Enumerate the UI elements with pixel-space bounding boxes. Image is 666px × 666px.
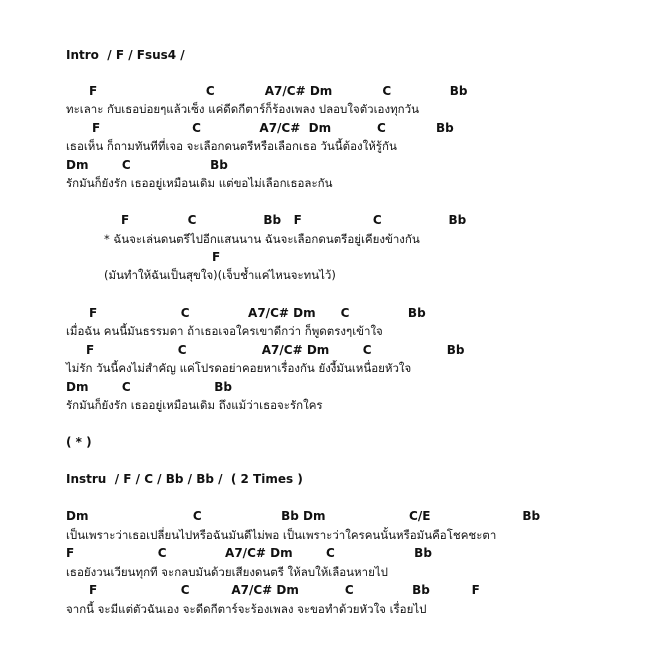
intro-line: Intro / F / Fsus4 / [66, 48, 185, 62]
chorus-chord-line-2: F [212, 250, 221, 264]
verse2-chord-line-3: Dm C Bb [66, 380, 232, 394]
verse1-lyric-line-1: ทะเลาะ กับเธอบ่อยๆแล้วเซ็ง แค่ดีดกีตาร์ก็ร้องเพลง ปลอบใจตัวเองทุกวัน [66, 102, 419, 116]
chorus-chord-line-1: F C Bb F C Bb [121, 213, 467, 227]
bridge-chord-line-2: F C A7/C# Dm C Bb [66, 546, 432, 560]
verse2-lyric-line-3: รักมันก็ยังรัก เธออยู่เหมือนเดิม ถึงแม้ว่าเธอจะรักใคร [66, 398, 323, 412]
verse1-chord-line-3: Dm C Bb [66, 158, 228, 172]
instru-line: Instru / F / C / Bb / Bb / ( 2 Times ) [66, 472, 303, 486]
chorus-lyric-line-2: (มันทำให้ฉันเป็นสุขใจ)(เจ็บช้ำแค่ไหนจะทนไว้) [104, 268, 336, 282]
bridge-lyric-line-3: จากนี้ จะมีแต่ตัวฉันเอง จะดีดกีตาร์จะร้องเพลง จะขอทำด้วยหัวใจ เรื่อยไป [66, 602, 427, 616]
verse1-lyric-line-3: รักมันก็ยังรัก เธออยู่เหมือนเดิม แต่ขอไม่เลือกเธอละกัน [66, 176, 333, 190]
bridge-chord-line-1: Dm C Bb Dm C/E Bb [66, 509, 541, 523]
bridge-lyric-line-1: เป็นเพราะว่าเธอเปลี่ยนไปหรือฉันมันดีไม่พอ เป็นเพราะว่าใครคนนั้นหรือมันคือโชคชะตา [66, 528, 497, 542]
chorus-repeat-mark: ( * ) [66, 435, 92, 449]
verse1-lyric-line-2: เธอเห็น ก็ถามทันทีที่เจอ จะเลือกดนตรีหรือเลือกเธอ วันนี้ต้องให้รู้กัน [66, 139, 397, 153]
bridge-chord-line-3: F C A7/C# Dm C Bb F [89, 583, 480, 597]
verse2-chord-line-1: F C A7/C# Dm C Bb [89, 306, 426, 320]
chorus-lyric-line-1: * ฉันจะเล่นดนตรีไปอีกแสนนาน ฉันจะเลือกดนตรีอยู่เคียงข้างกัน [104, 232, 420, 246]
verse2-lyric-line-1: เมื่อฉัน คนนี้มันธรรมดา ถ้าเธอเจอใครเขาดีกว่า ก็พูดตรงๆเข้าใจ [66, 324, 383, 338]
verse2-lyric-line-2: ไม่รัก วันนี้คงไม่สำคัญ แค่โปรดอย่าคอยหาเรื่องกัน ยังงี้มันเหนื่อยหัวใจ [66, 361, 412, 375]
verse1-chord-line-1: F C A7/C# Dm C Bb [89, 84, 468, 98]
verse2-chord-line-2: F C A7/C# Dm C Bb [86, 343, 465, 357]
bridge-lyric-line-2: เธอยังวนเวียนทุกที จะกลบมันด้วยเสียงดนตรี ให้ลบให้เลือนหายไป [66, 565, 388, 579]
verse1-chord-line-2: F C A7/C# Dm C Bb [92, 121, 454, 135]
